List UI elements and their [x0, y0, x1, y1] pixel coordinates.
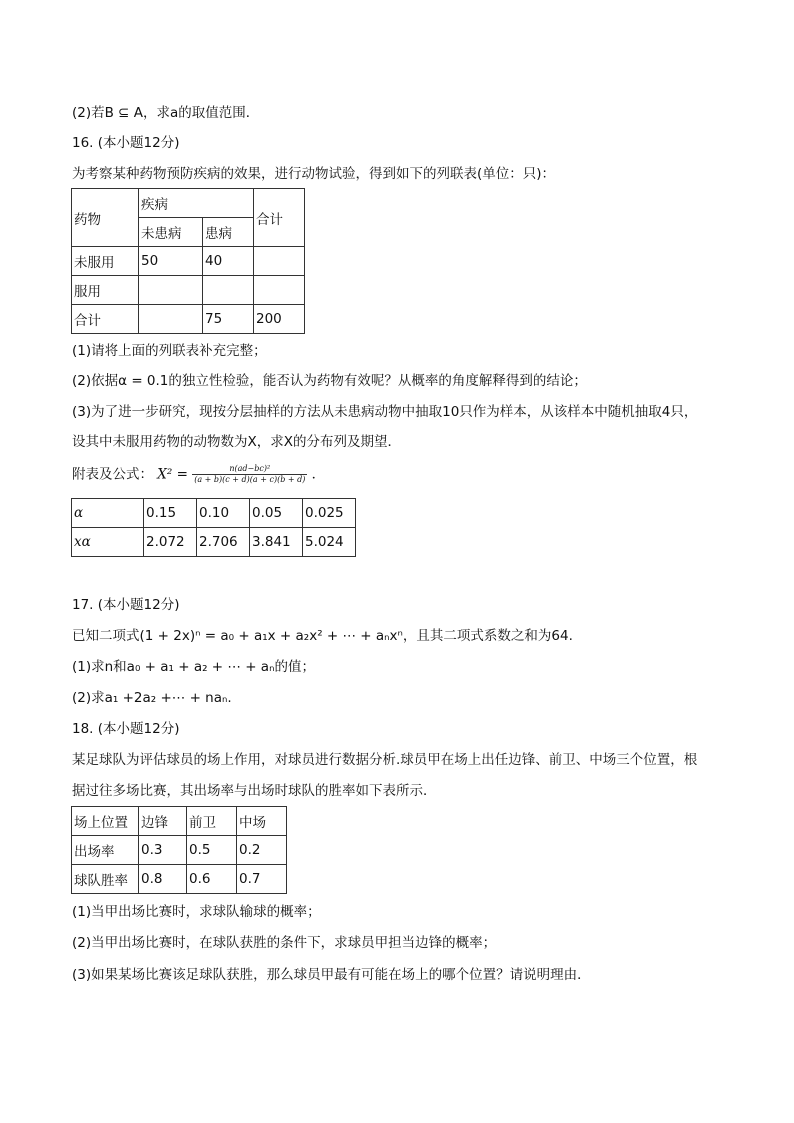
q18-part3: (3)如果某场比赛该足球队获胜，那么球员甲最有可能在场上的哪个位置？请说明理由．: [72, 967, 591, 983]
cell-value: 0.5: [187, 836, 237, 865]
cell-value: 0.3: [139, 836, 187, 865]
q18-part1: (1)当甲出场比赛时，求球队输球的概率；: [72, 904, 321, 920]
cell-value: 0.7: [237, 865, 287, 894]
cell-value: 0.8: [139, 865, 187, 894]
q18-header: 18. (本小题12分): [72, 721, 180, 737]
cell-value: [254, 247, 305, 276]
x-alpha-label: xα: [72, 528, 144, 557]
header-cell: 场上位置: [72, 807, 139, 836]
cell-value: 0.2: [237, 836, 287, 865]
row-label: 合计: [72, 305, 139, 334]
q17-part1: (1)求n和a₀ + a₁ + a₂ + ⋯ + aₙ的值；: [72, 659, 315, 675]
cell-value: 0.025: [303, 499, 356, 528]
q16-intro: 为考察某种药物预防疾病的效果，进行动物试验，得到如下的列联表(单位：只)：: [72, 166, 556, 182]
table-row: [72, 836, 287, 865]
cell-has-disease: 患病: [203, 218, 254, 247]
row-label: 服用: [72, 276, 139, 305]
row-label: 出场率: [72, 836, 139, 865]
chi-square-fraction: [192, 464, 307, 485]
table-row: [72, 276, 305, 305]
fraction-numerator: n(ad−bc)²: [192, 464, 307, 475]
contingency-table: [71, 188, 305, 334]
formula-end: ．: [311, 466, 326, 483]
table-row: [72, 807, 287, 836]
cell-value: 0.10: [197, 499, 250, 528]
cell-disease: 疾病: [139, 189, 254, 218]
q16-part2: (2)依据α = 0.1的独立性检验，能否认为药物有效呢？从概率的角度解释得到的结论；: [72, 373, 587, 389]
cell-drug: 药物: [72, 189, 139, 247]
cell-value: [203, 276, 254, 305]
row-label: 球队胜率: [72, 865, 139, 894]
alpha-label: α: [72, 499, 144, 528]
cell-value: 5.024: [303, 528, 356, 557]
cell-value: 2.706: [197, 528, 250, 557]
critical-value-table: [71, 498, 356, 557]
table-row: [72, 247, 305, 276]
q18-stem-line1: 某足球队为评估球员的场上作用，对球员进行数据分析.球员甲在场上出任边锋、前卫、中场三个位置，根: [72, 752, 698, 768]
q17-header: 17. (本小题12分): [72, 597, 180, 613]
formula-lhs: X² =: [157, 466, 188, 483]
q16-part3a: (3)为了进一步研究，现按分层抽样的方法从未患病动物中抽取10只作为样本，从该样本中随机抽取4只，: [72, 404, 698, 420]
cell-total-header: 合计: [254, 189, 305, 247]
q18-stem-line2: 据过往多场比赛，其出场率与出场时球队的胜率如下表所示．: [72, 783, 437, 799]
cell-no-disease: 未患病: [139, 218, 203, 247]
cell-value: 40: [203, 247, 254, 276]
cell-value: 200: [254, 305, 305, 334]
table-row: [72, 528, 356, 557]
table-row: [72, 499, 356, 528]
row-label: 未服用: [72, 247, 139, 276]
fraction-denominator: (a + b)(c + d)(a + c)(b + d): [194, 475, 306, 484]
cell-value: [254, 276, 305, 305]
header-cell: 中场: [237, 807, 287, 836]
cell-value: 0.15: [144, 499, 197, 528]
cell-value: 50: [139, 247, 203, 276]
cell-value: 3.841: [250, 528, 303, 557]
header-cell: 前卫: [187, 807, 237, 836]
table-row: [72, 865, 287, 894]
formula-label: 附表及公式：: [72, 466, 153, 483]
cell-value: 0.05: [250, 499, 303, 528]
cell-value: [139, 276, 203, 305]
cell-value: [139, 305, 203, 334]
q17-stem: 已知二项式(1 + 2x)ⁿ = a₀ + a₁x + a₂x² + ⋯ + aₙxⁿ，且其二项式系数之和为64.: [72, 628, 573, 644]
q17-part2: (2)求a₁ +2a₂ +⋯ + naₙ.: [72, 690, 232, 706]
cell-value: 0.6: [187, 865, 237, 894]
q16-header: 16. (本小题12分): [72, 135, 180, 151]
cell-value: 2.072: [144, 528, 197, 557]
cell-value: 75: [203, 305, 254, 334]
q15-part2: (2)若B ⊆ A，求a的取值范围．: [72, 105, 260, 121]
q16-part3b: 设其中未服用药物的动物数为X，求X的分布列及期望．: [72, 434, 401, 450]
q16-part1: (1)请将上面的列联表补充完整；: [72, 343, 267, 359]
header-cell: 边锋: [139, 807, 187, 836]
table-row: [72, 305, 305, 334]
position-stats-table: [71, 806, 287, 894]
q18-part2: (2)当甲出场比赛时，在球队获胜的条件下，求球员甲担当边锋的概率；: [72, 935, 497, 951]
formula-line: [72, 464, 325, 485]
